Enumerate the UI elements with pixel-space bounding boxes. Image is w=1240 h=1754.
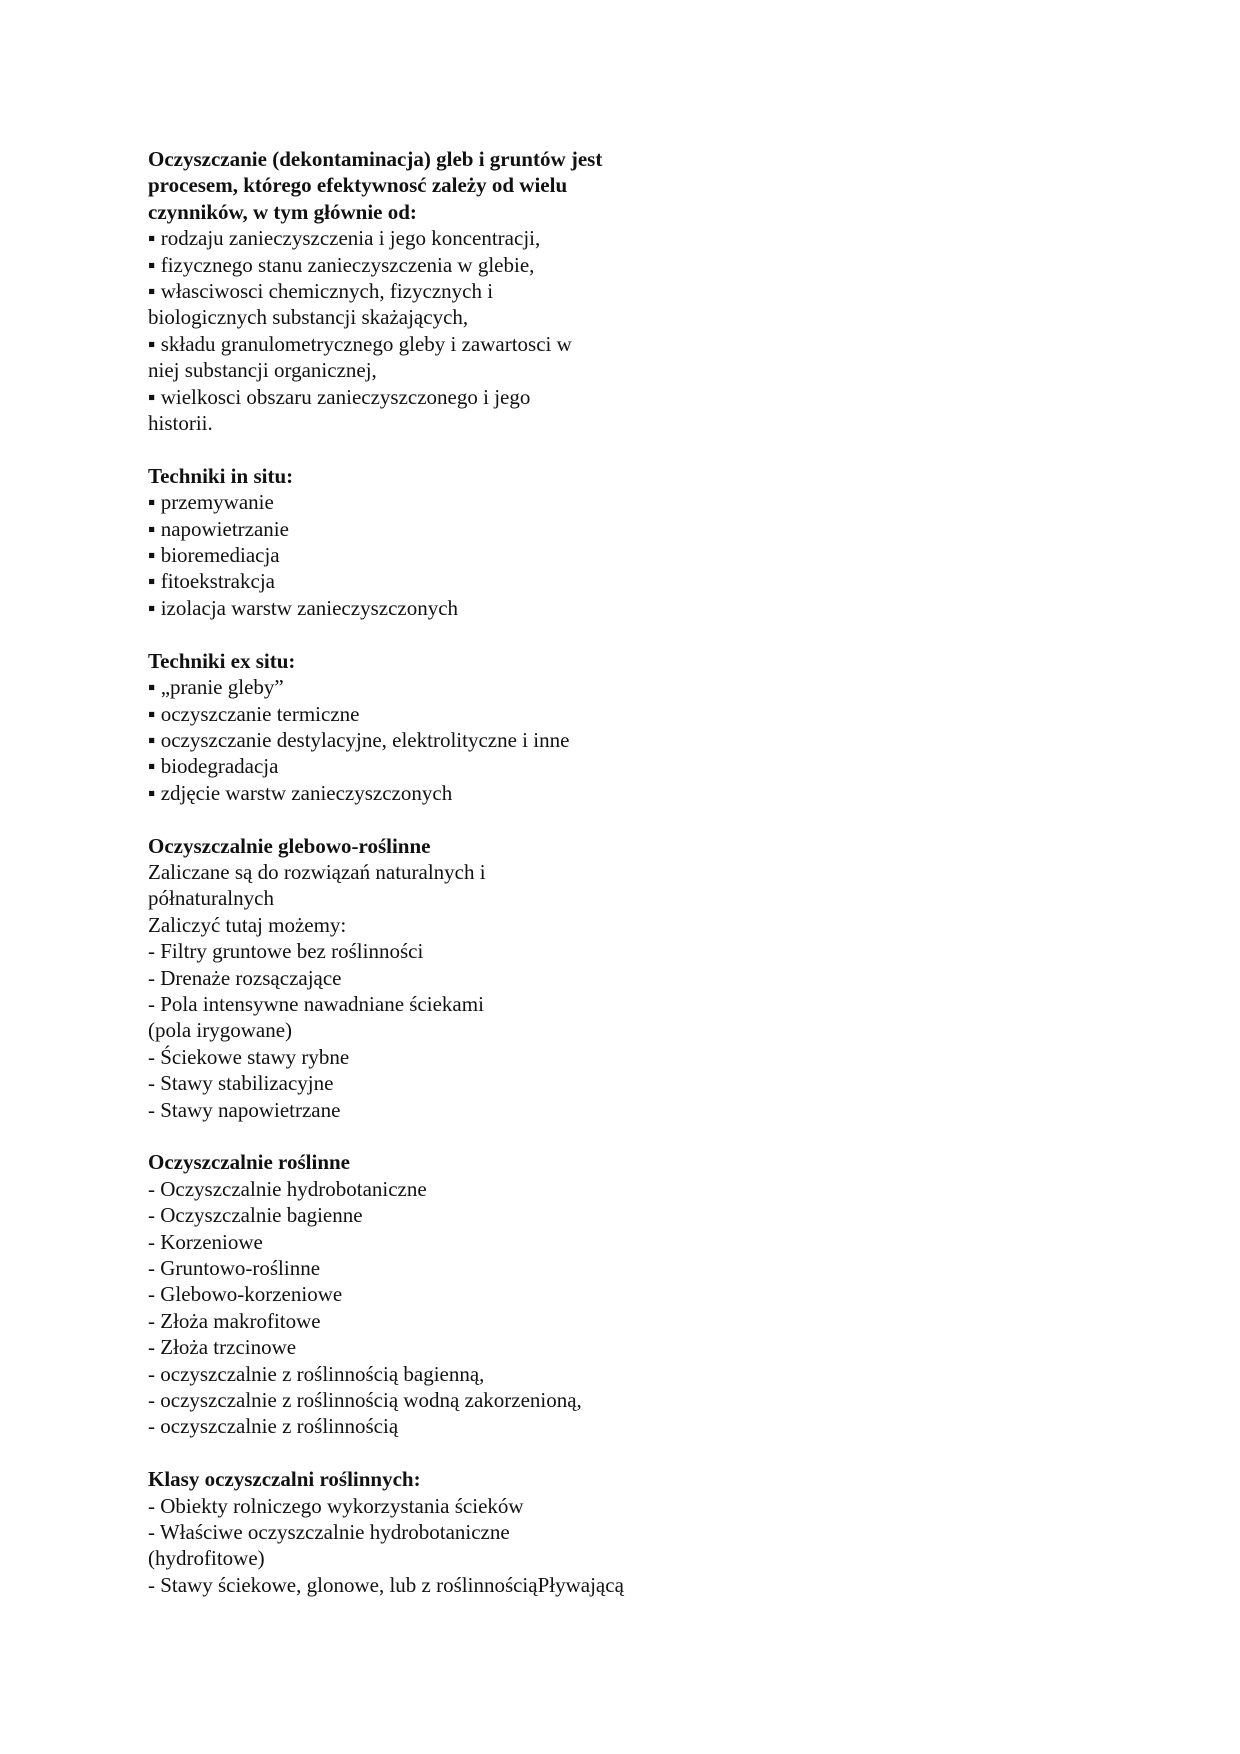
list-item: ▪ oczyszczanie destylacyjne, elektrolityczne i inne [148,727,570,752]
section-gap [148,1440,708,1466]
list-item: ▪ oczyszczanie termiczne [148,701,360,726]
section-heading: Oczyszczalnie glebowo-roślinne [148,833,431,858]
list-item: - Gruntowo-roślinne [148,1256,321,1280]
list-item: - Stawy napowietrzane [148,1097,341,1122]
intro-section [148,146,708,436]
section-heading: Techniki in situ: [148,463,294,488]
list-item: - Filtry gruntowe bez roślinności [148,939,424,964]
intro-heading-line: procesem, którego efektywnosć zależy od wielu [148,173,568,198]
list-item: - Pola intensywne nawadniane ściekami [148,991,484,1016]
list-item: Zaliczane są do rozwiązań naturalnych i [148,859,486,884]
intro-line: biologicznych substancji skażających, [148,305,469,330]
list-item: (pola irygowane) [148,1018,293,1043]
section-gap [148,1123,708,1149]
document-page [148,146,708,1598]
intro-line: ▪ własciwosci chemicznych, fizycznych i [148,279,494,304]
list-item: ▪ fitoekstrakcja [148,569,275,594]
list-item: - Stawy ściekowe, glonowe, lub z roślinnościąPływającą [148,1572,624,1597]
list-item: ▪ napowietrzanie [148,516,289,541]
list-item: - Obiekty rolniczego wykorzystania ścieków [148,1493,524,1518]
intro-line: ▪ rodzaju zanieczyszczenia i jego koncentracji, [148,226,541,251]
list-item: - Korzeniowe [148,1229,263,1254]
roslinne-section [148,1149,708,1439]
intro-line: niej substancji organicznej, [148,358,377,383]
list-item: ▪ zdjęcie warstw zanieczyszczonych [148,780,453,805]
klasy-section [148,1466,708,1598]
intro-heading-line: czynników, w tym głównie od: [148,199,417,224]
intro-heading-line: Oczyszczanie (dekontaminacja) gleb i gruntów jest [148,147,603,171]
glebowo-section [148,833,708,1123]
list-item: - Właściwe oczyszczalnie hydrobotaniczne [148,1520,510,1545]
list-item: ▪ „pranie gleby” [148,675,284,700]
list-item: (hydrofitowe) [148,1546,265,1571]
list-item: - oczyszczalnie z roślinnością wodną zakorzenioną, [148,1388,582,1413]
list-item: - Ściekowe stawy rybne [148,1044,350,1069]
list-item: - Złoża trzcinowe [148,1335,297,1360]
list-item: półnaturalnych [148,886,274,911]
list-item: ▪ biodegradacja [148,754,279,779]
intro-line: ▪ składu granulometrycznego gleby i zawartosci w [148,331,572,356]
list-item: - Glebowo-korzeniowe [148,1282,343,1307]
list-item: Zaliczyć tutaj możemy: [148,912,347,937]
ex-situ-section [148,648,708,806]
list-item: - oczyszczalnie z roślinnością [148,1414,399,1439]
list-item: ▪ przemywanie [148,490,274,515]
section-heading: Oczyszczalnie roślinne [148,1150,350,1175]
list-item: - oczyszczalnie z roślinnością bagienną, [148,1361,485,1386]
section-gap [148,806,708,832]
list-item: - Drenaże rozsączające [148,965,342,990]
list-item: - Złoża makrofitowe [148,1308,321,1333]
intro-line: ▪ fizycznego stanu zanieczyszczenia w glebie, [148,252,535,277]
list-item: ▪ bioremediacja [148,543,280,568]
intro-line: ▪ wielkosci obszaru zanieczyszczonego i jego [148,384,531,409]
list-item: - Oczyszczalnie hydrobotaniczne [148,1176,427,1201]
list-item: - Oczyszczalnie bagienne [148,1203,363,1228]
list-item: ▪ izolacja warstw zanieczyszczonych [148,595,459,620]
section-gap [148,436,708,462]
intro-line: historii. [148,411,213,436]
list-item: - Stawy stabilizacyjne [148,1071,334,1096]
section-gap [148,621,708,647]
section-heading: Techniki ex situ: [148,648,296,673]
in-situ-section [148,463,708,621]
section-heading: Klasy oczyszczalni roślinnych: [148,1467,421,1492]
